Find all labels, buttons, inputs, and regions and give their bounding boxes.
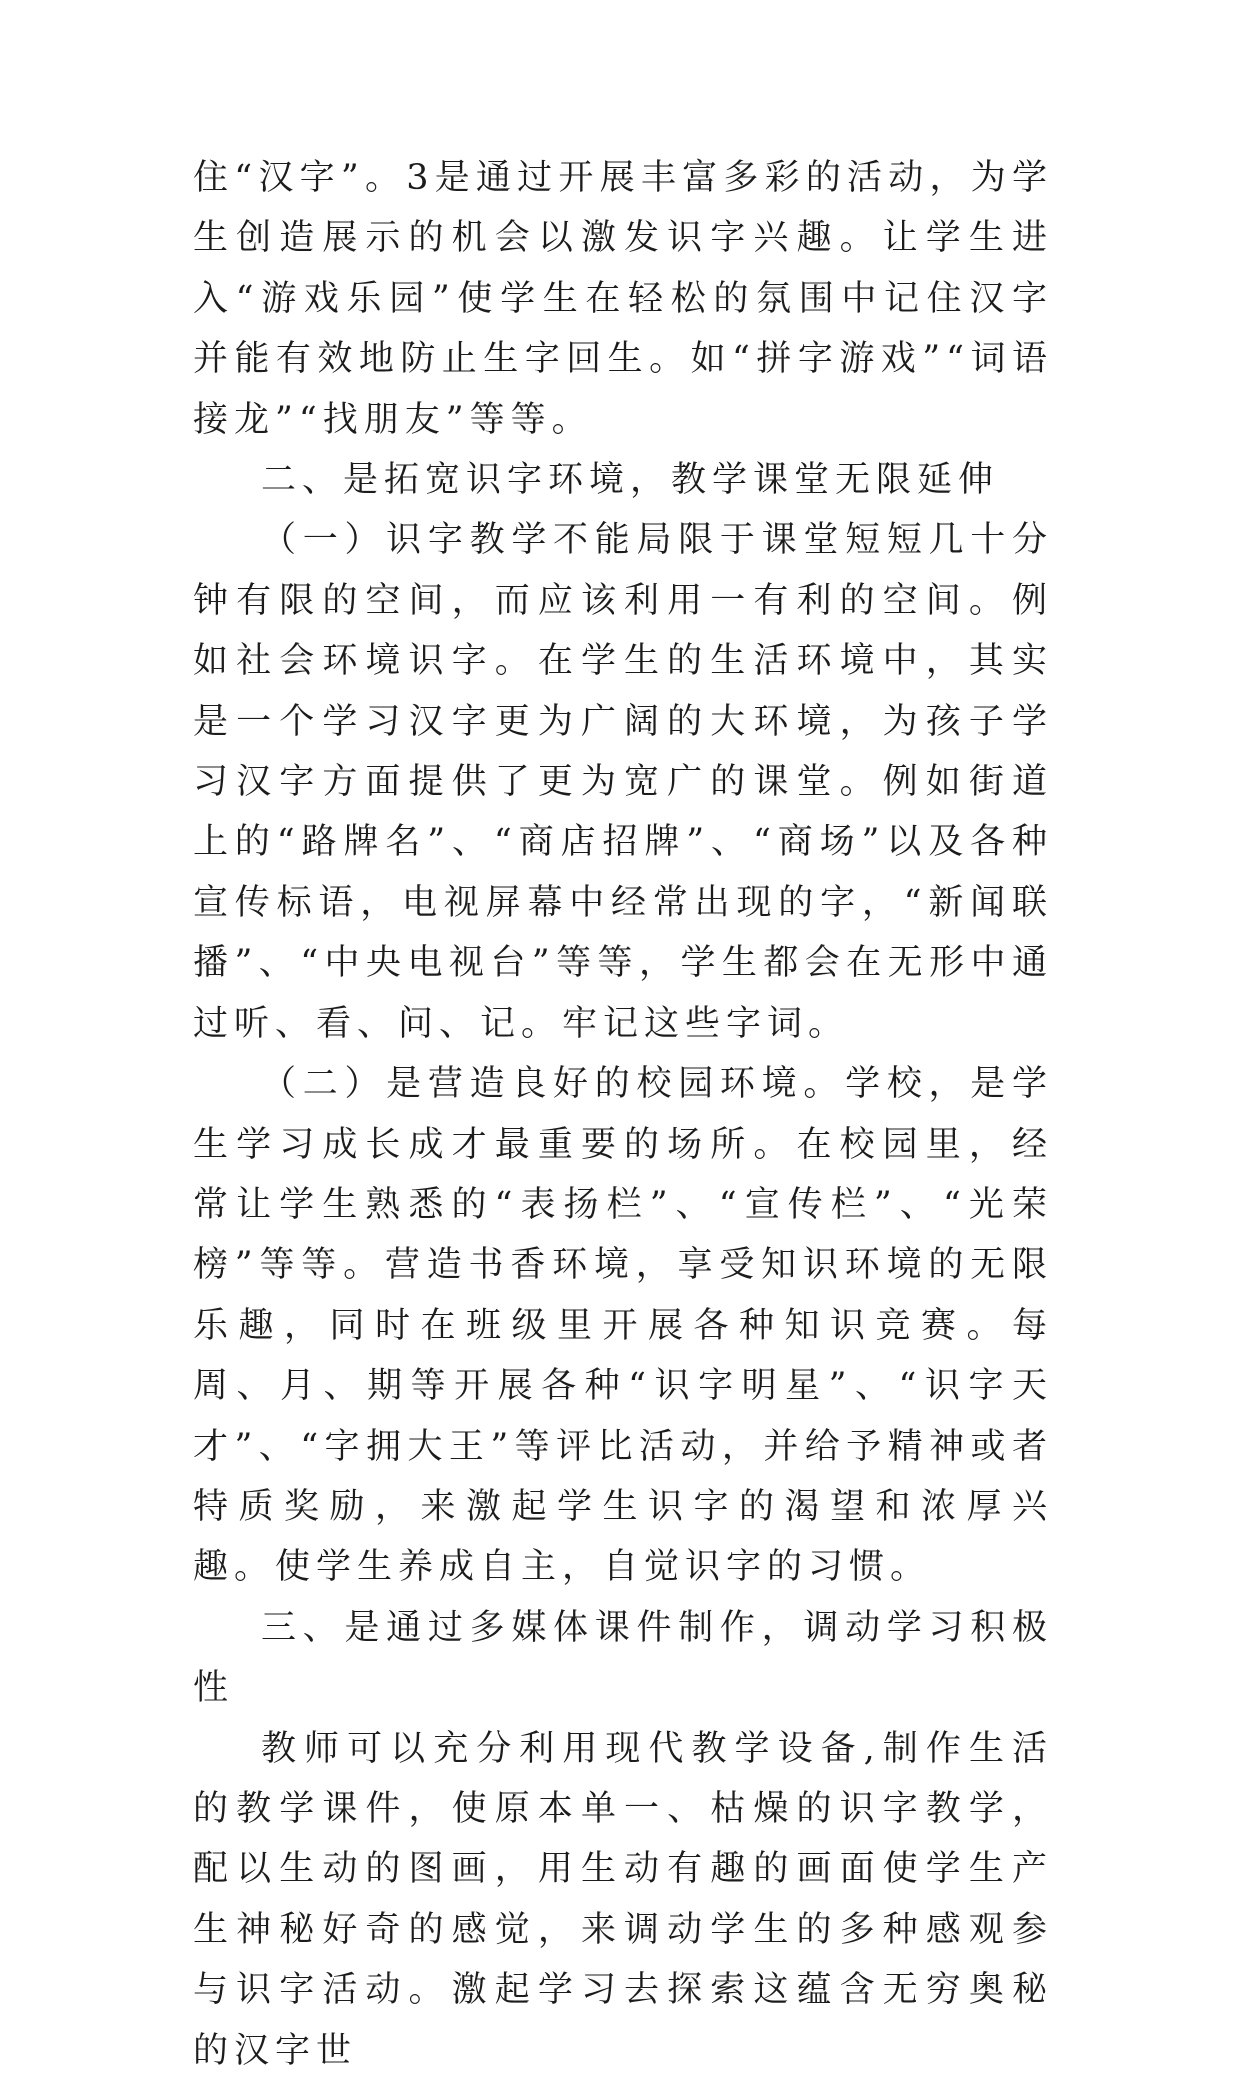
document-body: [193, 148, 1053, 2081]
paragraph-subsection-1: （一）识字教学不能局限于课堂短短几十分钟有限的空间，而应该利用一有利的空间。例如社会环境识字。在学生的生活环境中，其实是一个学习汉字更为广阔的大环境，为孩子学习汉字方面提供了更为宽广的课堂。例如街道上的“路牌名”、“商店招牌”、“商场”以及各种宣传标语，电视屏幕中经常出现的字，“新闻联播”、“中央电视台”等等，学生都会在无形中通过听、看、问、记。牢记这些字词。: [193, 520, 1053, 1044]
section-heading-3: 三、是通过多媒体课件制作，调动学习积极性: [193, 1607, 1053, 1709]
section-heading-2: 二、是拓宽识字环境，教学课堂无限延伸: [261, 460, 1000, 501]
paragraph-continuation: 住“汉字”。3是通过开展丰富多彩的活动，为学生创造展示的机会以激发识字兴趣。让学生进入“游戏乐园”使学生在轻松的氛围中记住汉字并能有效地防止生字回生。如“拼字游戏”“词语接龙”“找朋友”等等。: [193, 158, 1053, 440]
paragraph-subsection-2: （二）是营造良好的校园环境。学校，是学生学习成长成才最重要的场所。在校园里，经常让学生熟悉的“表扬栏”、“宣传栏”、“光荣榜”等等。营造书香环境，享受知识环境的无限乐趣，同时在班级里开展各种知识竞赛。每周、月、期等开展各种“识字明星”、“识字天才”、“字拥大王”等评比活动，并给予精神或者特质奖励，来激起学生识字的渴望和浓厚兴趣。使学生养成自主，自觉识字的习惯。: [193, 1064, 1053, 1588]
paragraph-multimedia: 教师可以充分利用现代教学设备,制作生活的教学课件，使原本单一、枯燥的识字教学，配以生动的图画，用生动有趣的画面使学生产生神秘好奇的感觉，来调动学生的多种感观参与识字活动。激起学习去探索这蕴含无穷奥秘的汉字世: [193, 1728, 1053, 2071]
